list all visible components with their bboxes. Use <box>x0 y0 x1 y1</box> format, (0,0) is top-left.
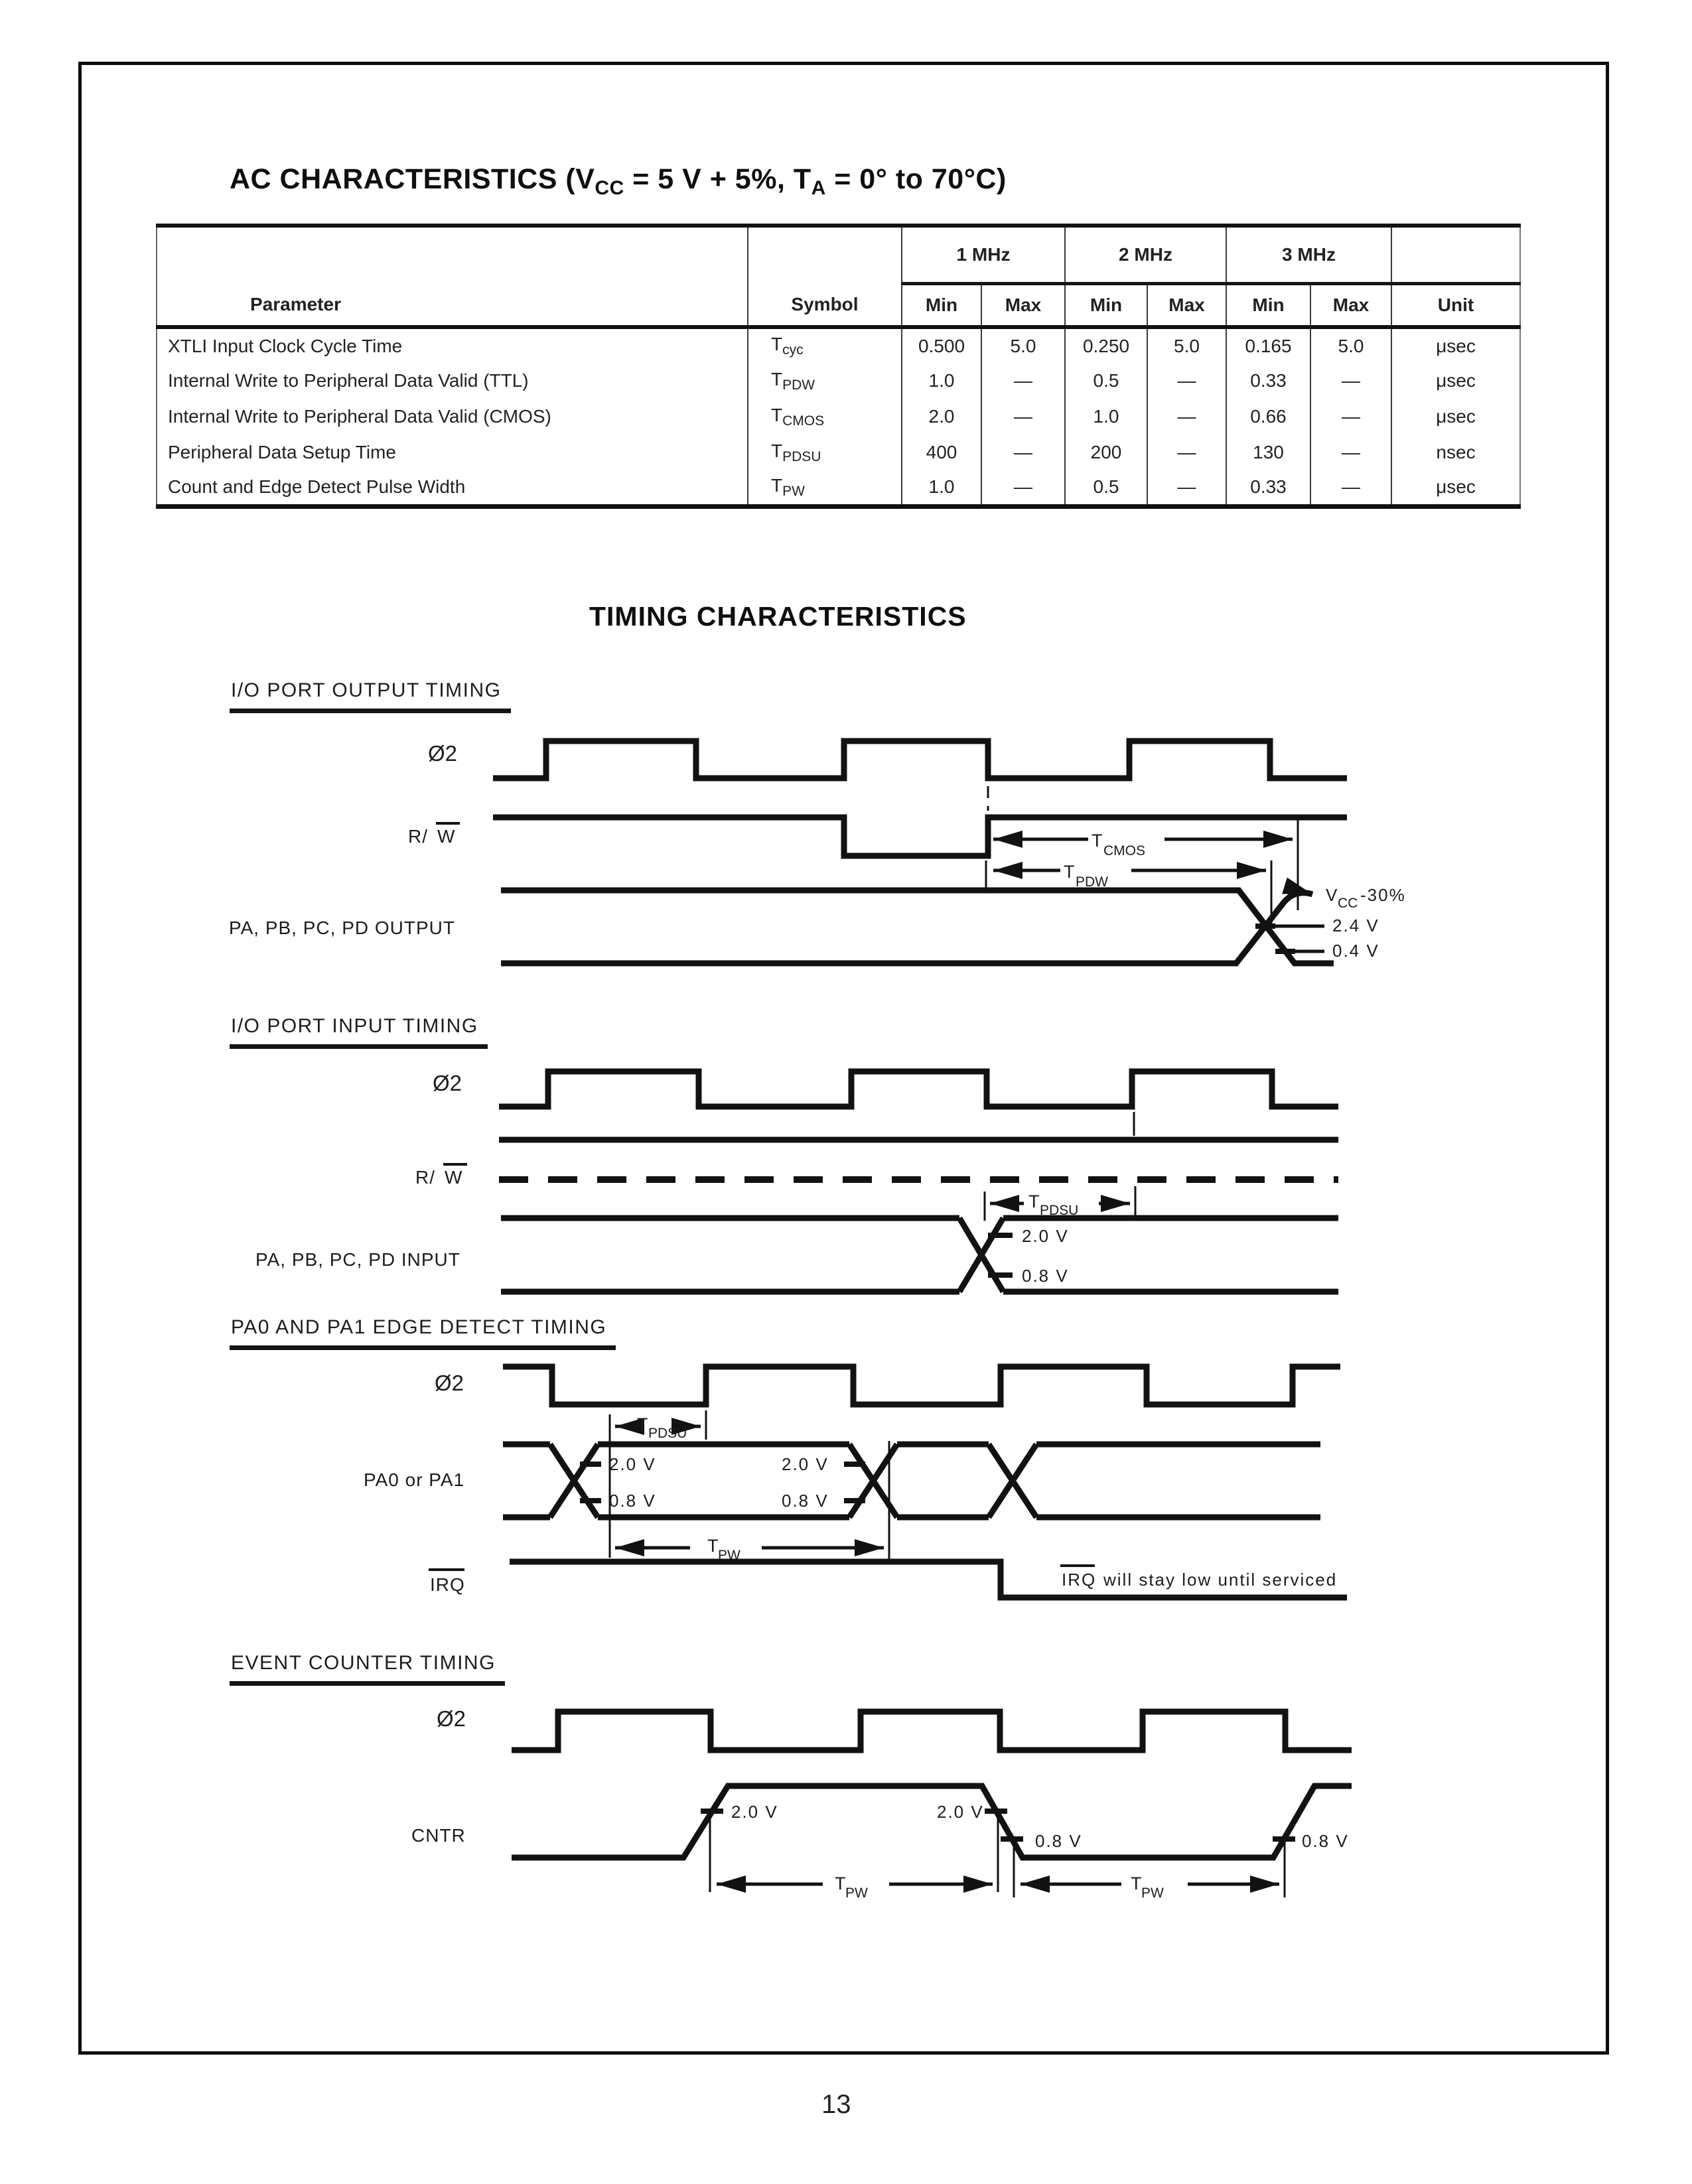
header-parameter: Parameter <box>157 283 748 327</box>
title-sub-vcc: CC <box>595 177 624 199</box>
symbol-subscript: PDSU <box>782 448 821 464</box>
value-cell: 0.33 <box>1226 470 1310 506</box>
title-part2: = 5 V + 5%, T <box>624 163 811 195</box>
phi2-waveform <box>493 741 1347 778</box>
value-cell: 0.33 <box>1226 363 1310 399</box>
section-heading-edge-detect-timing: PA0 AND PA1 EDGE DETECT TIMING <box>230 1316 616 1350</box>
symbol-subscript: PDW <box>782 377 815 393</box>
phi2-label: Ø2 <box>437 1706 466 1731</box>
symbol-main: T <box>771 474 783 496</box>
tcmos-label-t: T <box>1092 831 1103 851</box>
phi2-waveform <box>503 1367 1340 1404</box>
vcc-label-cc: CC <box>1338 896 1358 911</box>
header-max-2: Max <box>1147 283 1226 327</box>
symbol-subscript: PW <box>782 483 805 499</box>
pa0-or-pa1-label: PA0 or PA1 <box>364 1469 465 1490</box>
value-cell: 0.66 <box>1226 399 1310 435</box>
unit-cell: μsec <box>1436 406 1476 427</box>
tpw1-label-t: T <box>835 1874 846 1893</box>
value-cell: — <box>1310 435 1391 470</box>
input-timing-diagram <box>255 1071 1338 1292</box>
page-number: 13 <box>821 2090 851 2119</box>
value-cell: — <box>1147 470 1226 506</box>
value-cell: — <box>1310 470 1391 506</box>
value-cell: 400 <box>902 435 981 470</box>
value-cell: — <box>981 399 1065 435</box>
tpdsu-label-sub: PDSU <box>648 1426 687 1441</box>
irq-note-irq: IRQ <box>1062 1570 1097 1590</box>
tpw2-label-t: T <box>1131 1874 1142 1893</box>
phi2-label: Ø2 <box>433 1071 462 1095</box>
rw-label-w: W <box>437 826 456 847</box>
freq-2mhz: 2 MHz <box>1065 226 1226 283</box>
value-cell: 5.0 <box>1147 327 1226 363</box>
tcmos-label-sub: CMOS <box>1103 843 1145 858</box>
v08-label: 0.8 V <box>782 1491 829 1511</box>
vcc-label-v: V <box>1326 885 1339 905</box>
unit-cell: μsec <box>1436 335 1476 356</box>
symbol-main: T <box>771 368 783 389</box>
tpdsu-label-t: T <box>1028 1192 1040 1211</box>
cntr-waveform <box>512 1786 1352 1858</box>
header-min-1: Min <box>902 283 981 327</box>
tpw-label-t: T <box>707 1536 719 1556</box>
v04-label: 0.4 V <box>1332 941 1379 961</box>
header-max-1: Max <box>981 283 1065 327</box>
header-symbol: Symbol <box>748 283 902 327</box>
unit-cell: μsec <box>1436 476 1476 498</box>
header-min-3: Min <box>1226 283 1310 327</box>
tpw1-label-sub: PW <box>845 1885 868 1901</box>
phi2-waveform <box>512 1712 1352 1750</box>
v20-label: 2.0 V <box>937 1802 984 1822</box>
v20-label: 2.0 V <box>609 1454 656 1474</box>
value-cell: 2.0 <box>902 399 981 435</box>
v08-label: 0.8 V <box>609 1491 656 1511</box>
port-input-label: PA, PB, PC, PD INPUT <box>255 1249 460 1270</box>
parameter-cell: Internal Write to Peripheral Data Valid (TTL) <box>157 363 748 399</box>
symbol-main: T <box>771 404 783 425</box>
unit-cell: μsec <box>1436 370 1476 391</box>
value-cell: 1.0 <box>1065 399 1147 435</box>
v08-label: 0.8 V <box>1302 1831 1349 1851</box>
port-input-waveform <box>501 1218 1338 1292</box>
v24-label: 2.4 V <box>1332 916 1379 935</box>
port-output-low-to-vcc <box>501 893 1312 963</box>
value-cell: 0.165 <box>1226 327 1310 363</box>
value-cell: — <box>1310 399 1391 435</box>
v08-label: 0.8 V <box>1022 1266 1069 1286</box>
irq-note-text: will stay low until serviced <box>1103 1570 1338 1590</box>
phi2-label: Ø2 <box>428 741 458 766</box>
tpdsu-label-t: T <box>637 1414 648 1434</box>
header-min-2: Min <box>1065 283 1147 327</box>
value-cell: 0.250 <box>1065 327 1147 363</box>
unit-cell: nsec <box>1436 442 1476 462</box>
value-cell: 5.0 <box>981 327 1065 363</box>
vcc-label-pct: -30% <box>1360 885 1406 905</box>
parameter-cell: Peripheral Data Setup Time <box>157 435 748 470</box>
value-cell: 0.5 <box>1065 363 1147 399</box>
symbol-main: T <box>771 334 783 354</box>
value-cell: 1.0 <box>902 363 981 399</box>
tpdw-label-t: T <box>1064 862 1075 882</box>
section-heading-event-counter-timing: EVENT COUNTER TIMING <box>230 1652 505 1686</box>
value-cell: 0.5 <box>1065 470 1147 506</box>
event-counter-timing-diagram <box>411 1706 1352 1901</box>
symbol-subscript: CMOS <box>782 413 825 429</box>
freq-3mhz: 3 MHz <box>1226 226 1391 283</box>
tpw2-label-sub: PW <box>1141 1885 1164 1901</box>
title-part3: = 0° to 70°C) <box>825 163 1007 195</box>
rw-label-w: W <box>445 1167 463 1188</box>
symbol-main: T <box>771 440 783 461</box>
v20-label: 2.0 V <box>1022 1226 1069 1246</box>
cntr-label: CNTR <box>411 1825 466 1846</box>
value-cell: 0.500 <box>902 327 981 363</box>
value-cell: — <box>1310 363 1391 399</box>
tpdsu-label-sub: PDSU <box>1040 1203 1079 1218</box>
value-cell: 200 <box>1065 435 1147 470</box>
parameter-cell: XTLI Input Clock Cycle Time <box>157 327 748 363</box>
parameter-cell: Internal Write to Peripheral Data Valid (CMOS) <box>157 399 748 435</box>
section-heading-input-timing: I/O PORT INPUT TIMING <box>230 1015 488 1049</box>
header-max-3: Max <box>1310 283 1391 327</box>
value-cell: 130 <box>1226 435 1310 470</box>
title-sub-ta: A <box>811 177 826 199</box>
v08-label: 0.8 V <box>1035 1831 1082 1851</box>
value-cell: 5.0 <box>1310 327 1391 363</box>
value-cell: — <box>981 363 1065 399</box>
value-cell: — <box>1147 399 1226 435</box>
header-unit: Unit <box>1391 283 1520 327</box>
v20-label: 2.0 V <box>782 1454 829 1474</box>
port-output-label: PA, PB, PC, PD OUTPUT <box>229 918 455 938</box>
symbol-subscript: cyc <box>782 342 804 358</box>
rw-waveform <box>493 817 1347 856</box>
value-cell: 1.0 <box>902 470 981 506</box>
rw-label-r: R/ <box>415 1167 435 1188</box>
phi2-label: Ø2 <box>435 1371 464 1395</box>
freq-1mhz: 1 MHz <box>902 226 1065 283</box>
tpw-label-sub: PW <box>718 1548 740 1563</box>
output-timing-diagram <box>229 741 1406 963</box>
section-heading-output-timing: I/O PORT OUTPUT TIMING <box>230 679 511 713</box>
timing-characteristics-heading: TIMING CHARACTERISTICS <box>589 601 967 632</box>
tpdw-label-sub: PDW <box>1076 874 1108 890</box>
value-cell: — <box>1147 435 1226 470</box>
v20-label: 2.0 V <box>731 1802 778 1822</box>
irq-label: IRQ <box>430 1574 465 1595</box>
port-output-high-to-low <box>501 890 1334 963</box>
value-cell: — <box>981 470 1065 506</box>
value-cell: — <box>981 435 1065 470</box>
title-part1: AC CHARACTERISTICS (V <box>230 163 595 195</box>
edge-detect-timing-diagram <box>364 1367 1347 1598</box>
value-cell: — <box>1147 363 1226 399</box>
rw-label-r: R/ <box>408 826 428 847</box>
phi2-waveform <box>499 1071 1338 1107</box>
parameter-cell: Count and Edge Detect Pulse Width <box>157 470 748 506</box>
